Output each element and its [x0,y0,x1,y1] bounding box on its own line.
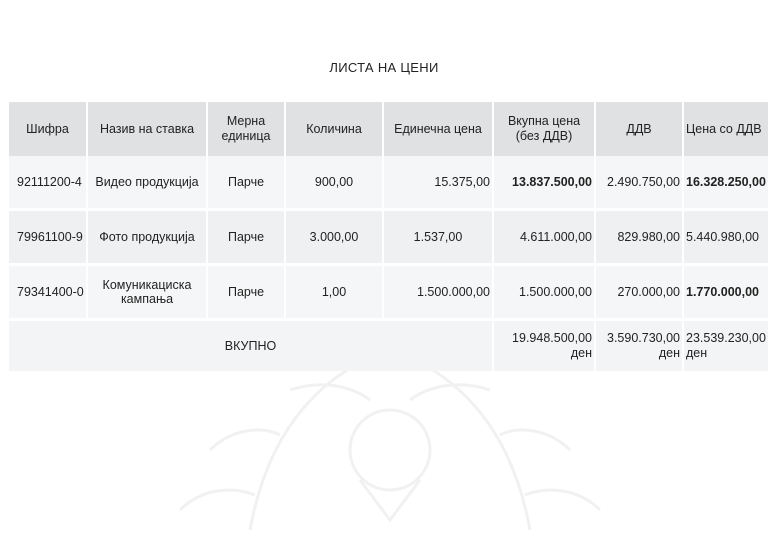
cell-vat: 829.980,00 [595,210,683,265]
header-item-name: Назив на ставка [87,102,207,156]
cell-item-name: Комуникациска кампања [87,265,207,320]
cell-total-no-vat: 1.500.000,00 [493,265,595,320]
table-row [9,156,768,210]
table-header-row [9,102,768,156]
header-total-with-vat: Цена со ДДВ [683,102,768,156]
cell-unit-price: 1.537,00 [383,210,493,265]
header-total-no-vat: Вкупна цена (без ДДВ) [493,102,595,156]
cell-code: 79341400-0 [9,265,87,320]
header-vat: ДДВ [595,102,683,156]
cell-unit-price: 15.375,00 [383,156,493,210]
total-label: ВКУПНО [9,320,493,372]
header-unit: Мерна единица [207,102,285,156]
cell-quantity: 900,00 [285,156,383,210]
cell-unit: Парче [207,265,285,320]
table-row [9,210,768,265]
table-row [9,265,768,320]
cell-unit: Парче [207,156,285,210]
cell-item-name: Фото продукција [87,210,207,265]
header-quantity: Количина [285,102,383,156]
total-row [9,320,768,372]
cell-vat: 2.490.750,00 [595,156,683,210]
cell-quantity: 1,00 [285,265,383,320]
cell-total-no-vat: 4.611.000,00 [493,210,595,265]
cell-vat: 270.000,00 [595,265,683,320]
cell-total-no-vat: 13.837.500,00 [493,156,595,210]
cell-total-with-vat: 16.328.250,00 [683,156,768,210]
cell-total-with-vat: 5.440.980,00 [683,210,768,265]
price-list-table [9,102,768,371]
total-with-vat-value: 23.539.230,00 ден [683,320,768,372]
header-code: Шифра [9,102,87,156]
cell-unit: Парче [207,210,285,265]
total-no-vat-value: 19.948.500,00 ден [493,320,595,372]
cell-code: 92111200-4 [9,156,87,210]
cell-total-with-vat: 1.770.000,00 [683,265,768,320]
cell-item-name: Видео продукција [87,156,207,210]
cell-quantity: 3.000,00 [285,210,383,265]
document-title: ЛИСТА НА ЦЕНИ [329,60,439,75]
cell-unit-price: 1.500.000,00 [383,265,493,320]
cell-code: 79961100-9 [9,210,87,265]
header-unit-price: Единечна цена [383,102,493,156]
total-vat-value: 3.590.730,00 ден [595,320,683,372]
